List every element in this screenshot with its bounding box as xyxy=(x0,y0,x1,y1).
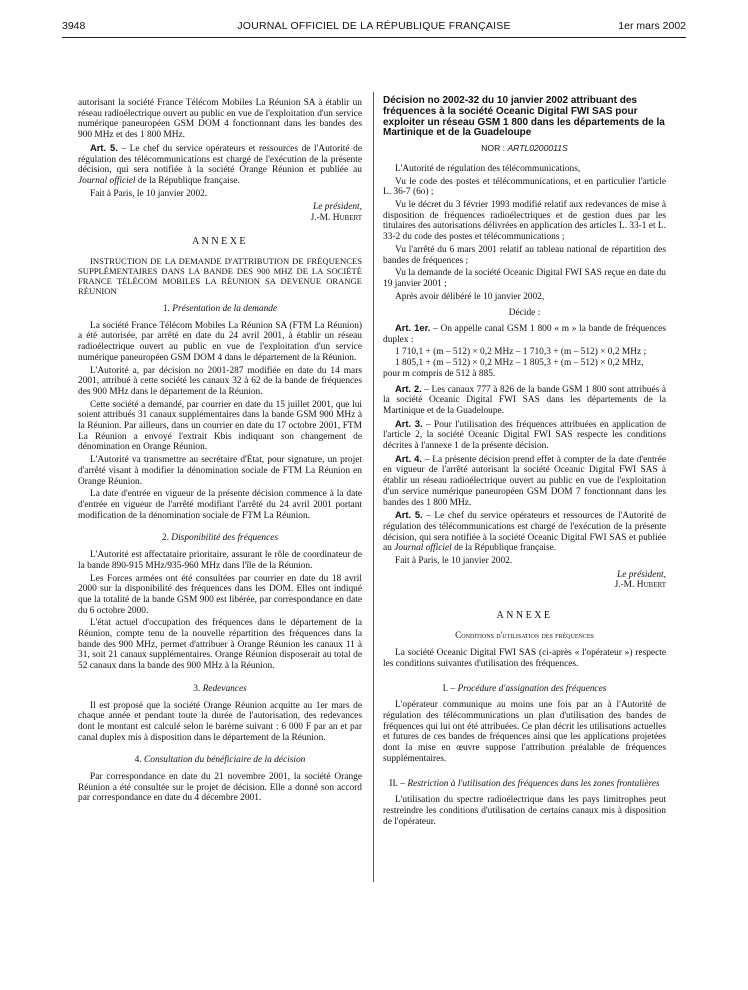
paragraph: Par correspondance en date du 21 novembre 2001, la société Orange Réunion a été consultée sur le projet de décision. Elle a donné son accord par correspondance en date du 4 décembre 2001. xyxy=(78,772,362,804)
paragraph: Vu l'arrêté du 6 mars 2001 relatif au tableau national de répartition des bandes de fréquences ; xyxy=(383,244,666,266)
signature-name: J.-M. Hubert xyxy=(310,212,362,223)
fait-line: Fait à Paris, le 10 janvier 2002. xyxy=(90,188,208,199)
formula-line: 1 805,1 + (m – 512) × 0,2 MHz – 1 805,3 + (m – 512) × 0,2 MHz, xyxy=(395,358,644,369)
paragraph: L'opérateur communique au moins une fois par an à l'Autorité de régulation des télécommunications un plan d'utilisation des bandes de fréquences qui lui ont été attribuées. Ce plan décrit les utilisations actuelles et futures de ces bandes de fréquences ainsi que les applications projetées dont la mise en œuvre suppose l'attribution préalable de fréquences supplémentaires. xyxy=(383,700,666,764)
section-heading-2: 2. Disponibilité des fréquences xyxy=(161,533,279,544)
article-5-paragraph: Art. 5. – Le chef du service opérateurs et ressources de l'Autorité de régulation des télécommunications est chargé de l'exécution de la présente décision, qui sera notifiée à la société Orange Réunion et publiée au Journal officiel de la République française. xyxy=(78,141,362,186)
formula-line: 1 710,1 + (m – 512) × 0,2 MHz – 1 710,3 + (m – 512) × 0,2 MHz ; xyxy=(395,347,647,358)
annexe-heading: ANNEXE xyxy=(191,236,249,248)
article-1-paragraph: Art. 1er. – On appelle canal GSM 1 800 « m » la bande de fréquences duplex : xyxy=(383,322,666,345)
paragraph: L'Autorité est affectataire prioritaire, assurant le rôle de coordinateur de la bande 890-915 MHz/935-960 MHz dans l'île de la Réunion. xyxy=(78,550,362,571)
instruction-title: INSTRUCTION DE LA DEMANDE D'ATTRIBUTION DE FRÉQUENCES SUPPLÉMENTAIRES DANS LA BANDE DES 900 MHZ DE LA SOCIÉTÉ FRANCE TÉLÉCOM MOBILES LA RÉUNION SA DEVENUE ORANGE RÉUNION xyxy=(78,256,362,297)
page-header xyxy=(62,18,686,36)
paragraph: L'état actuel d'occupation des fréquences dans le département de la Réunion, compte tenu de la nouvelle répartition des fréquences dans la bande des 900 MHz, permet d'attribuer à Orange Réunion les canaux 11 à 31, soit 21 canaux supplémentaires. Orange Réunion disposerait au total de 52 canaux dans la bande des 900 MHz à la Réunion. xyxy=(78,618,362,672)
paragraph: La date d'entrée en vigueur de la présente décision commence à la date d'entrée en vigueur de l'arrêté modifiant l'arrêté du 24 avril 2001 portant modification de la dénomination sociale de FTM La Réunion. xyxy=(78,489,362,521)
section-heading-I: I. – Procédure d'assignation des fréquences xyxy=(442,683,607,694)
formula-range: pour m compris de 512 à 885. xyxy=(383,368,496,379)
signature-block xyxy=(78,202,362,223)
paragraph: La société France Télécom Mobiles La Réunion SA (FTM La Réunion) a été autorisée, par arrêté en date du 24 avril 2001, à établir un réseau radioélectrique ouvert au public en vue de l'exploitation d'un service numérique paneuropéen GSM DOM 4 dans le département de la Réunion. xyxy=(78,320,362,363)
article-3-paragraph: Art. 3. – Pour l'utilisation des fréquences attribuées en application de l'article 2, la société Oceanic Digital FWI SAS respecte les conditions décrites à l'annexe 1 de la présente décision. xyxy=(383,417,666,452)
header-rule xyxy=(62,37,686,38)
paragraph: Vu le code des postes et télécommunications, et en particulier l'article L. 36-7 (6o) ; xyxy=(383,176,666,198)
journal-title: JOURNAL OFFICIEL DE LA RÉPUBLIQUE FRANÇAISE xyxy=(237,20,511,32)
paragraph: Les Forces armées ont été consultées par courrier en date du 18 avril 2000 sur la disponibilité des fréquences dans les DOM. Elles ont indiqué que la totalité de la bande GSM 900 est libérée, par correspondance en date du 6 octobre 2000. xyxy=(78,573,362,616)
page-number: 3948 xyxy=(62,20,86,32)
paragraph: L'Autorité va transmettre au secrétaire d'État, pour signature, un projet d'arrêté visant à modifier la dénomination sociale de FTM La Réunion en Orange Réunion. xyxy=(78,455,362,487)
column-divider xyxy=(373,92,374,882)
section-heading-4: 4. Consultation du bénéficiaire de la décision xyxy=(134,755,306,766)
article-label: Art. 5. xyxy=(90,141,118,153)
signature-block xyxy=(383,570,666,591)
decide-heading: Décide : xyxy=(508,308,541,319)
paragraph: La société Oceanic Digital FWI SAS (ci-après « l'opérateur ») respecte les conditions suivantes d'utilisation des fréquences. xyxy=(383,648,666,669)
fait-line: Fait à Paris, le 10 janvier 2002. xyxy=(395,556,513,567)
right-column xyxy=(383,96,666,829)
decision-title: Décision no 2002-32 du 10 janvier 2002 attribuant des fréquences à la société Oceanic Digital FWI SAS pour exploiter un réseau GSM 1 800 dans les départements de la Martinique et de la Guadeloupe xyxy=(383,95,665,139)
left-column xyxy=(78,98,362,806)
signature-name: J.-M. Hubert xyxy=(614,580,666,591)
annexe-heading: ANNEXE xyxy=(496,609,553,621)
paragraph: L'Autorité a, par décision no 2001-287 modifiée en date du 14 mars 2001, attribué à cette société les canaux 32 à 62 de la bande de fréquences des 900 MHz dans le département de la Réunion. xyxy=(78,365,362,397)
paragraph: Vu la demande de la société Oceanic Digital FWI SAS reçue en date du 19 janvier 2001 ; xyxy=(383,268,666,289)
section-heading-II: II. – Restriction à l'utilisation des fréquences dans les zones frontalières xyxy=(389,778,660,789)
signature-role: Le président, xyxy=(313,202,362,213)
paragraph: Vu le décret du 3 février 1993 modifié relatif aux redevances de mise à disposition de fréquences radioélectriques et de gestion dues par les titulaires des autorisations délivrées en application des articles L. 33-1 et L. 33-2 du code des postes et télécommunications ; xyxy=(383,200,666,243)
paragraph: L'utilisation du spectre radioélectrique dans les pays limitrophes peut restreindre les conditions d'utilisation de certains canaux mis à disposition de l'opérateur. xyxy=(383,795,666,827)
conditions-heading: Conditions d'utilisation des fréquences xyxy=(455,629,594,640)
paragraph: Cette société a demandé, par courrier en date du 15 juillet 2001, que lui soient attribués 31 canaux supplémentaires dans la bande GSM 900 MHz à la Réunion. Par ailleurs, dans un courrier en date du 17 octobre 2001, FTM La Réunion a envoyé l'extrait Kbis indiquant son changement de dénomination en Orange Réunion. xyxy=(78,399,362,453)
section-heading-3: 3. Redevances xyxy=(193,683,247,694)
section-heading-1: 1. Présentation de la demande xyxy=(162,304,278,315)
paragraph: Il est proposé que la société Orange Réunion acquitte au 1er mars de chaque année et pendant toute la durée de l'autorisation, des redevances dont le montant est calculé selon le barème suivant : 6 000 F par an et par canal duplex mis à disposition dans le département de la Réunion. xyxy=(78,700,362,743)
article-2-paragraph: Art. 2. – Les canaux 777 à 826 de la bande GSM 1 800 sont attribués à la société Oceanic Digital FWI SAS dans les départements de la Martinique et de la Guadeloupe. xyxy=(383,382,666,416)
intro-paragraph: autorisant la société France Télécom Mobiles La Réunion SA à établir un réseau radioélectrique ouvert au public en vue de l'exploitation d'un service numérique paneuropéen GSM DOM 4 fonctionnant dans les bandes des 900 MHz et des 1 800 MHz. xyxy=(78,98,362,141)
issue-date: 1er mars 2002 xyxy=(618,20,686,32)
nor-reference: NOR : ARTL0200011S xyxy=(481,143,568,154)
paragraph: L'Autorité de régulation des télécommunications, xyxy=(395,163,581,174)
signature-role: Le président, xyxy=(617,569,666,580)
article-5-paragraph: Art. 5. – Le chef du service opérateurs et ressources de l'Autorité de régulation des télécommunications est chargé de l'exécution de la présente décision, qui sera notifiée à la société Oceanic Digital FWI SAS et publiée au Journal officiel de la République française. xyxy=(383,509,666,554)
paragraph: Après avoir délibéré le 10 janvier 2002, xyxy=(395,291,545,302)
article-4-paragraph: Art. 4. – La présente décision prend effet à compter de la date d'entrée en vigueur de l'arrêté autorisant la société Oceanic Digital FWI SAS à établir un réseau radioélectrique ouvert au public en vue de l'exploitation d'un service numérique paneuropéen GSM DOM 7 fonctionnant dans les bandes des 1 800 MHz. xyxy=(383,452,666,508)
